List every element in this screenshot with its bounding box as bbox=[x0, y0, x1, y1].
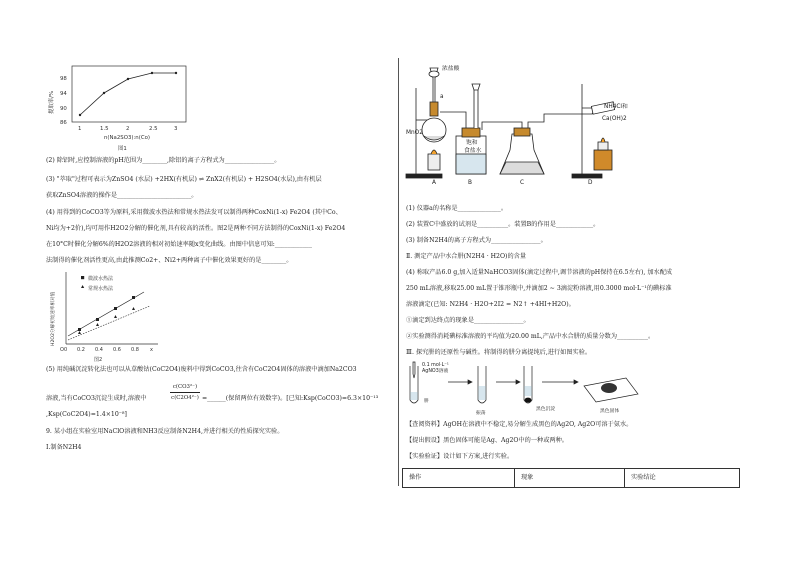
fraction-numerator: c(CO3²⁻) bbox=[172, 384, 198, 390]
fig2-xtick: 0 bbox=[64, 347, 68, 353]
left-q5b: 溶液,当有CoCO3沉淀生成时,溶液中 bbox=[46, 395, 147, 402]
fig2-xtick: 0.2 bbox=[77, 347, 85, 353]
fig2-xtick: 0.8 bbox=[131, 347, 139, 353]
fig1-point bbox=[103, 92, 105, 94]
experiment-table bbox=[402, 468, 740, 488]
label-hydrazine: 肼 bbox=[424, 399, 429, 404]
fig1-point bbox=[79, 114, 81, 116]
fig1-xtick: 1.5 bbox=[100, 126, 109, 132]
fig2-point-microwave bbox=[114, 307, 117, 310]
right-q4c: 溶液滴定(已知: N2H4 · H2O+2I2 = N2↑ +4HI+H2O)。 bbox=[406, 301, 575, 308]
fig1-xtick: 2.5 bbox=[149, 126, 158, 132]
fig2-origin: O bbox=[60, 347, 64, 353]
figure-1-chart bbox=[46, 62, 196, 154]
right-info: 【查阅资料】AgOH在溶液中不稳定,易分解生成黑色的Ag2O, Ag2O可溶于氨水。 bbox=[406, 421, 633, 428]
left-q5d: ,Ksp(CoC2O4)=1.4×10⁻⁸] bbox=[46, 411, 127, 418]
label-nh4cl-1: NH4Cl和 bbox=[604, 104, 628, 110]
left-q4a: (4) 用得到的CoCO3等为原料,采用微波水热法和常规水热法发可以制得两种CoxNi(1-x) Fe2O4 (其中Co、 bbox=[46, 209, 342, 216]
label-mno2: MnO2 bbox=[406, 130, 423, 136]
fig2-legend-triangle bbox=[81, 285, 84, 288]
right-q2: (2) 装置C中盛放的试剂是__________。装置B的作用是____________。 bbox=[406, 221, 600, 228]
fig2-caption: 图2 bbox=[94, 357, 103, 363]
right-q4a: (4) 称取产品6.0 g,加入适量NaHCO3固体(滴定过程中,调节溶液的pH保持在6.5左右), 加水配成 bbox=[406, 269, 673, 276]
label-A: A bbox=[432, 180, 436, 186]
fig2-point-microwave bbox=[96, 318, 99, 321]
table-header-operation: 操作 bbox=[403, 469, 515, 487]
fig1-point bbox=[175, 72, 177, 74]
fig2-point-microwave bbox=[78, 328, 81, 331]
label-B: B bbox=[468, 180, 472, 186]
fig2-xlabel: x bbox=[150, 347, 153, 353]
figure-2-chart bbox=[46, 268, 166, 366]
label-oscillate: 振荡 bbox=[476, 411, 486, 416]
left-q2: (2) 除铝时,应控制溶液的pH范围为________,除铝的离子方程式为________________。 bbox=[46, 157, 281, 164]
label-conc-hcl: 浓盐酸 bbox=[442, 66, 460, 72]
fig1-ytick: 94 bbox=[60, 91, 67, 97]
fig1-ytick: 90 bbox=[60, 106, 67, 112]
fig1-xtick: 2 bbox=[126, 126, 130, 132]
left-q4b: Ni均为+2价),均可用作H2O2分解的催化剂,具有较高的活性。图2是两种不同方法制得的CoxNi(1-x) Fe2O4 bbox=[46, 225, 346, 232]
label-black-solid: 黑色固体 bbox=[600, 409, 620, 414]
fig2-series-conventional bbox=[68, 306, 150, 340]
left-q9-part1: Ⅰ.制备N2H4 bbox=[46, 444, 82, 451]
fig1-xlabel: n(Na2SO3):n(Co) bbox=[104, 135, 150, 141]
fig2-point-conventional bbox=[132, 307, 135, 310]
left-q5a: (5) 用纯碱沉淀转化法也可以从草酸钴(CoC2O4)废料中得到CoCO3,往含有CoC2O4固体的溶液中滴加Na2CO3 bbox=[46, 366, 357, 373]
fig2-point-conventional bbox=[114, 315, 117, 318]
left-q3b: 获取ZnSO4溶液的操作是________________________。 bbox=[46, 192, 198, 199]
left-q9: 9. 某小组在实验室用NaClO溶液和NH3反应制备N2H4,并进行相关的性质探究实验。 bbox=[46, 428, 284, 435]
column-divider bbox=[398, 58, 399, 486]
label-C: C bbox=[520, 180, 525, 186]
right-verify: 【实验验证】设计如下方案,进行实验。 bbox=[406, 453, 514, 460]
label-brine-2: 食盐水 bbox=[464, 148, 482, 154]
fraction-denominator: c(C2O4²⁻) bbox=[171, 395, 199, 401]
fig1-ylabel: 提取率/% bbox=[49, 90, 55, 114]
fig2-xtick: 0.6 bbox=[113, 347, 121, 353]
right-section-3: Ⅲ. 探究肼的还原性与碱性。将制得的肼分离提纯后,进行如图实验。 bbox=[406, 349, 592, 356]
label-black-ppt: 黑色沉淀 bbox=[536, 407, 556, 412]
table-header-phenomenon: 现象 bbox=[515, 469, 625, 487]
fig2-point-microwave bbox=[132, 296, 135, 299]
label-brine-1: 饱和 bbox=[466, 140, 478, 146]
test-tube-diagram bbox=[404, 360, 654, 416]
right-q4b: 250 mL溶液,移取25.00 mL置于锥形瓶中,并滴加2 ~ 3滴淀粉溶液,用0.3000 mol·L⁻¹的碘标准 bbox=[406, 285, 672, 292]
fraction-bar bbox=[170, 392, 200, 393]
right-q3: (3) 制备N2H4的离子方程式为________________。 bbox=[406, 237, 547, 244]
right-hypothesis: 【提出假设】黑色固体可能是Ag、Ag2O中的一种或两种。 bbox=[406, 437, 568, 444]
table-header-conclusion: 实验结论 bbox=[631, 474, 656, 481]
fig2-legend-b: 常规水热法 bbox=[88, 286, 114, 292]
fig1-xtick: 1 bbox=[78, 126, 82, 132]
left-q5c: =______(保留两位有效数字)。[已知:Ksp(CoCO3)=6.3×10⁻¹³ bbox=[202, 395, 379, 402]
fig2-ylabel: H2O2分解初始速率相对值 bbox=[51, 291, 56, 346]
apparatus-diagram bbox=[402, 58, 642, 186]
label-agno3-2: AgNO3溶液 bbox=[422, 369, 449, 374]
fig2-point-conventional bbox=[78, 331, 81, 334]
fig2-legend-square bbox=[81, 276, 84, 279]
right-q4d: ①滴定到达终点的现象是________________。 bbox=[406, 317, 530, 324]
fig2-xtick: 0.4 bbox=[95, 347, 103, 353]
label-a: a bbox=[440, 94, 444, 100]
fraction bbox=[170, 383, 200, 402]
label-agno3-1: 0.1 mol·L⁻¹ bbox=[422, 363, 449, 368]
fig1-point bbox=[127, 78, 129, 80]
right-q1: (1) 仪器a的名称是______________。 bbox=[406, 205, 508, 212]
left-q4d: 法制得的催化剂活性更高,由此推测Co2+、Ni2+两种离子中催化效果更好的是________。 bbox=[46, 257, 293, 264]
fig1-point bbox=[151, 72, 153, 74]
fig1-caption: 图1 bbox=[118, 146, 127, 152]
label-D: D bbox=[588, 180, 593, 186]
right-section-2: Ⅱ. 测定产品中水合肼(N2H4 · H2O)的含量 bbox=[406, 253, 527, 260]
right-q4e: ②实验测得消耗碘标准溶液的平均值为20.00 mL,产品中水合肼的质量分数为__________。 bbox=[406, 333, 655, 340]
fig1-ytick: 98 bbox=[60, 76, 67, 82]
left-q4c: 在10°C时催化分解6%的H2O2溶液的相对初始速率随x变化曲线。由图中信息可知:____________ bbox=[46, 241, 312, 248]
label-nh4cl-2: Ca(OH)2 bbox=[602, 116, 627, 122]
left-q3a: (3) "萃取"过程可表示为ZnSO4 (水层) +2HX(有机层) ⇌ ZnX2(有机层) + H2SO4(水层),由有机层 bbox=[46, 176, 322, 183]
fig2-legend-a: 微波水热法 bbox=[88, 276, 114, 282]
fig1-ytick: 86 bbox=[60, 120, 67, 126]
fig2-point-conventional bbox=[96, 323, 99, 326]
figure-1-frame bbox=[72, 66, 186, 122]
fig1-xtick: 3 bbox=[174, 126, 178, 132]
